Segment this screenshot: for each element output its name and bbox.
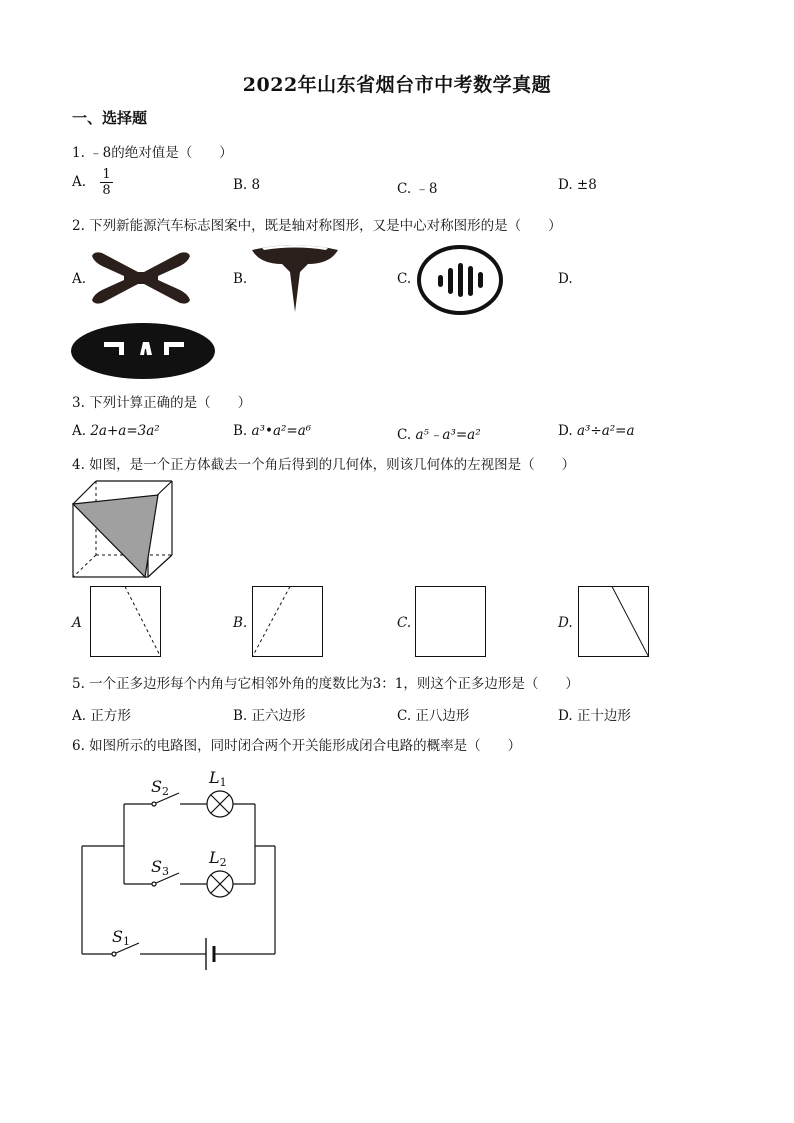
q2-label-d: D.: [558, 271, 573, 287]
question-4-stem: 4. 如图，是一个正方体截去一个角后得到的几何体，则该几何体的左视图是（ ）: [72, 457, 576, 473]
switch-s2-label: [151, 777, 169, 798]
q4-label-d: D.: [558, 615, 573, 631]
question-6-stem: 6. 如图所示的电路图，同时闭合两个开关能形成闭合电路的概率是（ ）: [72, 738, 522, 754]
q5-option-b: B. 正六边形: [233, 708, 306, 724]
q1-option-d: D. ±8: [558, 177, 597, 193]
lamp-l2-letter: L: [209, 848, 220, 867]
switch-s1-letter: S: [112, 927, 123, 946]
question-3-stem: 3. 下列计算正确的是（ ）: [72, 395, 252, 411]
logo-a-x-emblem-icon: [88, 250, 194, 306]
switch-s2-subscript: 2: [161, 785, 169, 798]
logo-d-oval-icon: [70, 322, 216, 380]
q1-option-c: C. ﹣8: [397, 181, 438, 197]
q4-option-c-view: [415, 586, 487, 658]
q5-option-c: C. 正八边形: [397, 708, 470, 724]
q2-label-b: B.: [233, 271, 248, 287]
q1-fraction-numerator: 1: [102, 167, 111, 182]
q1-fraction-denominator: 8: [102, 183, 111, 198]
switch-s1-label: [112, 927, 130, 948]
question-5-stem: 5. 一个正多边形每个内角与它相邻外角的度数比为3：1，则这个正多边形是（ ）: [72, 676, 579, 692]
q3-option-c-label: C.: [397, 427, 416, 443]
q1-option-a-fraction: [100, 167, 112, 198]
q3-option-a-expr: 2a+a=3a²: [90, 423, 160, 439]
q5-option-d: D. 正十边形: [558, 708, 631, 724]
q3-option-b-label: B.: [233, 423, 252, 439]
switch-s3-letter: S: [151, 857, 162, 876]
q3-option-d: [558, 423, 635, 439]
q3-option-a: [72, 423, 160, 439]
q4-label-b: B.: [233, 615, 248, 631]
q4-label-a: A: [72, 615, 82, 631]
q4-option-d-view: [578, 586, 650, 658]
logo-c-oval-bars-icon: [416, 244, 504, 316]
q5-option-a: A. 正方形: [72, 708, 131, 724]
q1-option-a: [72, 167, 113, 198]
q1-option-b: B. 8: [233, 177, 261, 193]
lamp-l1-subscript: 1: [219, 776, 227, 789]
q3-option-d-label: D.: [558, 423, 577, 439]
q4-option-a-view: [90, 586, 162, 658]
section-heading: 一、选择题: [72, 109, 148, 127]
switch-s3-label: [151, 857, 169, 878]
q3-option-a-label: A.: [72, 423, 91, 439]
page-title: 2022年山东省烟台市中考数学真题: [242, 74, 552, 96]
lamp-l1-label: [209, 768, 227, 789]
q2-label-a: A.: [72, 271, 87, 287]
lamp-l2-subscript: 2: [219, 856, 227, 869]
question-2-stem: 2. 下列新能源汽车标志图案中，既是轴对称图形，又是中心对称图形的是（ ）: [72, 218, 562, 234]
question-1-stem: 1. ﹣8的绝对值是（ ）: [72, 145, 233, 161]
q3-option-c-expr: a⁵﹣a³=a²: [415, 427, 481, 443]
q2-label-c: C.: [397, 271, 412, 287]
lamp-l2-label: [209, 848, 227, 869]
truncated-cube-figure: [72, 478, 174, 580]
q3-option-c: [397, 423, 481, 443]
q4-label-c: C.: [397, 615, 412, 631]
switch-s1-subscript: 1: [122, 935, 130, 948]
q3-option-b: [233, 423, 311, 439]
logo-b-t-emblem-icon: [252, 244, 338, 314]
switch-s3-subscript: 3: [161, 865, 169, 878]
q3-option-d-expr: a³÷a²=a: [576, 423, 635, 439]
switch-s2-letter: S: [151, 777, 162, 796]
q4-option-b-view: [252, 586, 324, 658]
q1-option-a-label: A.: [72, 174, 87, 190]
lamp-l1-letter: L: [209, 768, 220, 787]
circuit-diagram: [76, 762, 286, 976]
q3-option-b-expr: a³•a²=a⁶: [251, 423, 312, 439]
